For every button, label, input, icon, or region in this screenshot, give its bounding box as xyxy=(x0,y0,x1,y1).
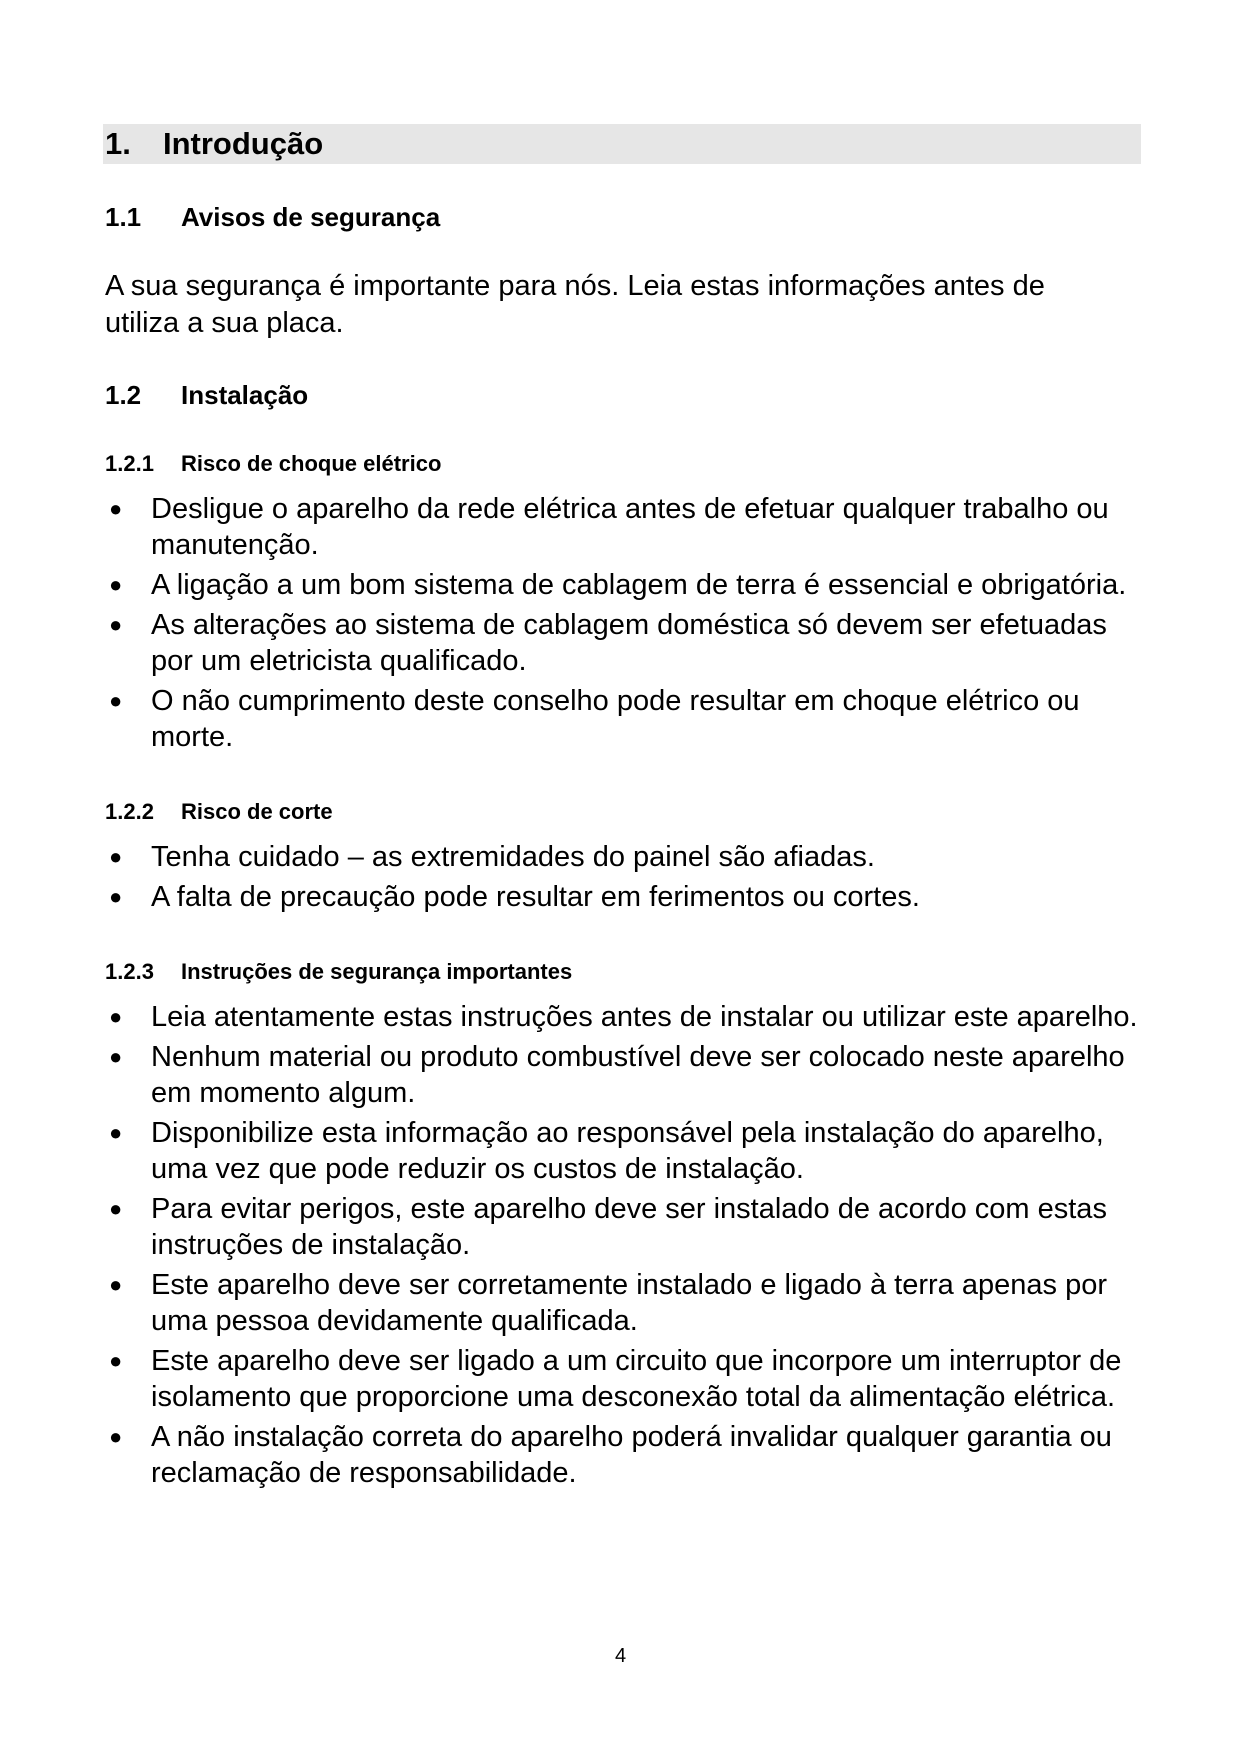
page-number: 4 xyxy=(614,1645,627,1667)
subsection-heading-1-1 xyxy=(105,202,1141,233)
heading-number: 1.2.3 xyxy=(105,959,154,984)
bullet-icon: ● xyxy=(109,496,123,521)
heading-title: Risco de choque elétrico xyxy=(181,451,442,476)
list-item: ● A ligação a um bom sistema de cablagem de terra é essencial e obrigatória. xyxy=(109,569,1127,601)
bullet-icon: ● xyxy=(109,844,123,869)
list-item: ● Disponibilize esta informação ao responsável pela instalação do aparelho, uma vez que pode reduzir os custos de instalação. xyxy=(109,1117,1104,1185)
list-item: ● Para evitar perigos, este aparelho deve ser instalado de acordo com estas instruções de instalação. xyxy=(109,1193,1107,1261)
bullet-icon: ● xyxy=(109,572,123,597)
section-heading xyxy=(103,124,1141,164)
section-title: Introdução xyxy=(163,126,324,161)
list-1-2-2 xyxy=(105,839,1141,915)
bullet-icon: ● xyxy=(109,1272,123,1297)
list-1-2-3 xyxy=(105,999,1141,1491)
bullet-icon: ● xyxy=(109,884,123,909)
bullet-icon: ● xyxy=(109,612,123,637)
subsection-heading-1-2 xyxy=(105,380,1141,411)
heading-number: 1.2.2 xyxy=(105,799,154,824)
intro-paragraph: A sua segurança é importante para nós. Leia estas informações antes de utiliza a sua placa. xyxy=(105,270,1045,339)
list-item: ● As alterações ao sistema de cablagem doméstica só devem ser efetuadas por um eletricista qualificado. xyxy=(109,609,1107,677)
heading-title: Risco de corte xyxy=(181,799,333,824)
subsection-title: Avisos de segurança xyxy=(181,202,441,232)
bullet-icon: ● xyxy=(109,1120,123,1145)
bullet-icon: ● xyxy=(109,1196,123,1221)
heading-title: Instruções de segurança importantes xyxy=(181,959,573,984)
section-number: 1. xyxy=(105,126,131,161)
heading-number: 1.2.1 xyxy=(105,451,154,476)
list-item: ● Leia atentamente estas instruções antes de instalar ou utilizar este aparelho. xyxy=(109,1001,1138,1033)
bullet-icon: ● xyxy=(109,1348,123,1373)
heading-1-2-1 xyxy=(105,451,1141,477)
heading-1-2-2 xyxy=(105,799,1141,825)
bullet-icon: ● xyxy=(109,1424,123,1449)
bullet-icon: ● xyxy=(109,688,123,713)
list-item: ● Este aparelho deve ser ligado a um circuito que incorpore um interruptor de isolamento que proporcione uma desconexão total da alimentação elétrica. xyxy=(109,1345,1122,1413)
page-content xyxy=(105,124,1141,1495)
list-item: ● Desligue o aparelho da rede elétrica antes de efetuar qualquer trabalho ou manutenção. xyxy=(109,493,1109,561)
bullet-icon: ● xyxy=(109,1044,123,1069)
subsection-title: Instalação xyxy=(181,380,309,410)
list-item: ● Tenha cuidado – as extremidades do painel são afiadas. xyxy=(109,841,875,873)
subsection-number: 1.1 xyxy=(105,202,142,232)
list-item: ● O não cumprimento deste conselho pode resultar em choque elétrico ou morte. xyxy=(109,685,1080,753)
list-item: ● Este aparelho deve ser corretamente instalado e ligado à terra apenas por uma pessoa devidamente qualificada. xyxy=(109,1269,1107,1337)
list-1-2-1 xyxy=(105,491,1141,755)
list-item: ● A não instalação correta do aparelho poderá invalidar qualquer garantia ou reclamação de responsabilidade. xyxy=(109,1421,1112,1489)
bullet-icon: ● xyxy=(109,1004,123,1029)
heading-1-2-3 xyxy=(105,959,1141,985)
list-item: ● Nenhum material ou produto combustível deve ser colocado neste aparelho em momento algum. xyxy=(109,1041,1125,1109)
subsection-number: 1.2 xyxy=(105,380,142,410)
list-item: ● A falta de precaução pode resultar em ferimentos ou cortes. xyxy=(109,881,920,913)
